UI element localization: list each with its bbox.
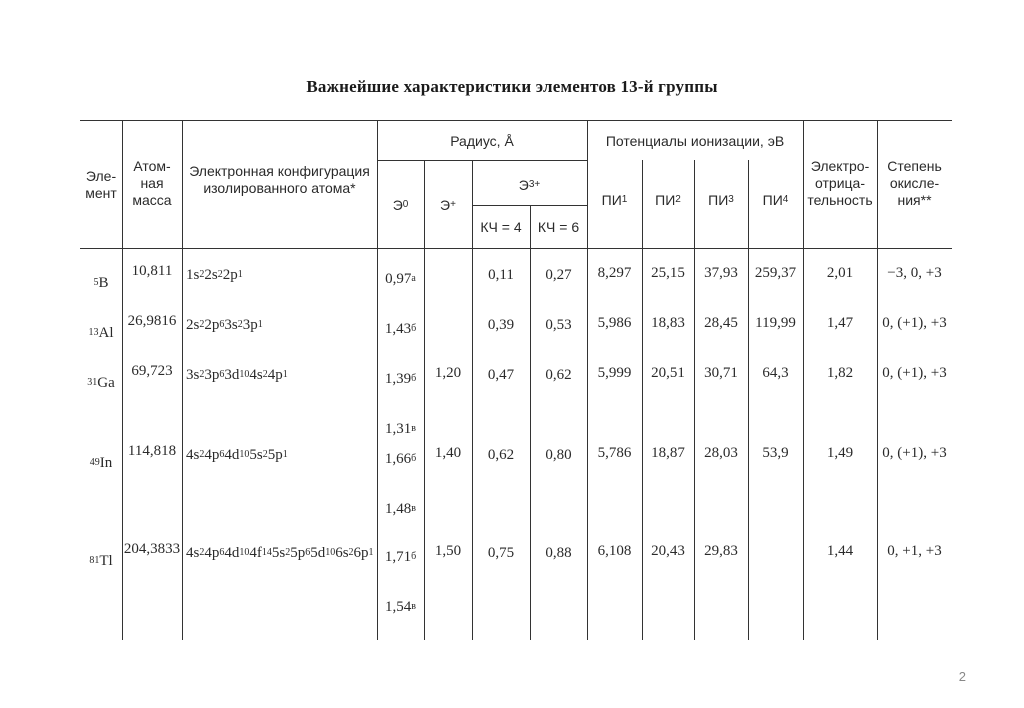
ionization-pi3: 30,71 <box>704 364 738 381</box>
element-symbol: 5 B <box>93 274 109 291</box>
atomic-mass: 10,811 <box>131 262 173 279</box>
radius-atom: 1,39 б <box>384 370 417 387</box>
header-r-atom: Э 0 <box>392 196 409 213</box>
rule-radius-sub <box>377 160 587 161</box>
element-name: Al <box>98 324 114 341</box>
oxidation-states: 0, (+1), +3 <box>882 364 947 381</box>
radius-atom: 0,97 a <box>385 270 416 287</box>
radius-atom: 1,48 в <box>385 500 416 517</box>
rule-v-pi3 <box>748 160 749 640</box>
ionization-pi1: 8,297 <box>597 264 632 281</box>
electron-configuration: 3s 2 3p 6 3d 10 4s 2 4p 1 <box>186 366 288 383</box>
header-radius: Радиус, Å <box>450 132 514 149</box>
ionization-pi4: 53,9 <box>762 444 789 461</box>
ionization-pi3: 28,03 <box>704 444 738 461</box>
radius-atom: 1,71 б <box>384 548 417 565</box>
ionization-pi2: 25,15 <box>651 264 685 281</box>
rule-v-pi2 <box>694 160 695 640</box>
oxidation-states: −3, 0, +3 <box>887 264 942 281</box>
ionization-pi1: 6,108 <box>597 542 632 559</box>
radius-kch4: 0,11 <box>488 266 514 283</box>
electron-configuration: 4s 2 4p 6 4d 10 4f 14 5s 2 5p 6 5d 10 6s 2 6p 1 <box>186 544 374 561</box>
header-element: Эле- мент <box>85 168 117 201</box>
element-symbol: 49 In <box>89 454 113 471</box>
atomic-mass: 114,818 <box>127 442 177 459</box>
rule-header-bottom <box>80 248 952 249</box>
page-number: 2 <box>958 669 966 684</box>
radius-atom: 1,54 в <box>385 598 416 615</box>
ionization-pi1: 5,786 <box>597 444 632 461</box>
header-ionization: Потенциалы ионизации, эВ <box>605 132 785 149</box>
electron-configuration: 4s 2 4p 6 4d 10 5s 2 5p 1 <box>186 446 288 463</box>
ionization-pi1: 5,986 <box>597 314 632 331</box>
element-name: In <box>99 454 113 471</box>
electronegativity: 1,49 <box>826 444 854 461</box>
ionization-pi3: 28,45 <box>704 314 738 331</box>
header-ox: Степень окисле- ния** <box>887 157 942 208</box>
rule-v-ratom <box>424 160 425 640</box>
ionization-pi3: 29,83 <box>704 542 738 559</box>
header-pi2: ПИ 2 <box>655 191 681 208</box>
electron-configuration: 2s 2 2p 6 3s 2 3p 1 <box>186 316 263 333</box>
element-symbol: 31 Ga <box>87 374 115 391</box>
radius-atom: 1,66 б <box>384 450 417 467</box>
header-en: Электро- отрица- тельность <box>807 157 873 208</box>
header-pi1: ПИ 1 <box>601 191 628 208</box>
ionization-pi2: 18,83 <box>651 314 685 331</box>
radius-atom: 1,31 в <box>385 420 416 437</box>
radius-kch6: 0,53 <box>545 316 572 333</box>
radius-kch6: 0,27 <box>545 266 572 283</box>
rule-top <box>80 120 952 121</box>
header-pi4: ПИ 4 <box>762 191 789 208</box>
element-symbol: 81 Tl <box>89 552 113 569</box>
radius-kch6: 0,80 <box>545 446 572 463</box>
radius-ion1: 1,40 <box>434 444 462 461</box>
element-name: B <box>98 274 109 291</box>
element-symbol: 13 Al <box>88 324 114 341</box>
rule-v-pi1 <box>642 160 643 640</box>
oxidation-states: 0, (+1), +3 <box>882 444 947 461</box>
ionization-pi2: 18,87 <box>651 444 685 461</box>
element-name: Tl <box>99 552 113 569</box>
radius-ion1: 1,20 <box>434 364 462 381</box>
radius-atom: 1,43 б <box>384 320 417 337</box>
atomic-mass: 204,3833 <box>123 540 181 557</box>
radius-kch4: 0,62 <box>487 446 515 463</box>
radius-kch4: 0,39 <box>487 316 515 333</box>
header-config: Электронная конфигурация изолированного атома* <box>189 163 370 196</box>
radius-kch6: 0,62 <box>545 366 572 383</box>
oxidation-states: 0, (+1), +3 <box>882 314 947 331</box>
radius-kch6: 0,88 <box>545 544 572 561</box>
element-name: Ga <box>97 374 115 391</box>
ionization-pi4: 64,3 <box>762 364 789 381</box>
oxidation-states: 0, +1, +3 <box>887 542 942 559</box>
ionization-pi1: 5,999 <box>597 364 632 381</box>
table-title: Важнейшие характеристики элементов 13-й группы <box>306 77 718 96</box>
ionization-pi4: 259,37 <box>754 264 797 281</box>
electron-configuration: 1s 2 2s 2 2p 1 <box>186 266 243 283</box>
ionization-pi2: 20,51 <box>651 364 685 381</box>
header-mass: Атом- ная масса <box>132 157 172 208</box>
atomic-mass: 69,723 <box>131 362 173 379</box>
electronegativity: 2,01 <box>826 264 854 281</box>
atomic-mass: 26,9816 <box>127 312 177 329</box>
radius-ion1: 1,50 <box>434 542 462 559</box>
header-kch4: КЧ = 4 <box>480 218 522 235</box>
header-kch6: КЧ = 6 <box>537 218 580 235</box>
ionization-pi4: 119,99 <box>755 314 796 331</box>
radius-kch4: 0,47 <box>487 366 515 383</box>
ionization-pi3: 37,93 <box>704 264 738 281</box>
electronegativity: 1,47 <box>826 314 854 331</box>
electronegativity: 1,44 <box>826 542 854 559</box>
ionization-pi2: 20,43 <box>651 542 685 559</box>
header-pi3: ПИ 3 <box>708 191 734 208</box>
radius-kch4: 0,75 <box>487 544 515 561</box>
electronegativity: 1,82 <box>826 364 854 381</box>
header-r-ion3: Э 3+ <box>518 176 541 193</box>
header-r-ion1: Э + <box>440 196 456 213</box>
